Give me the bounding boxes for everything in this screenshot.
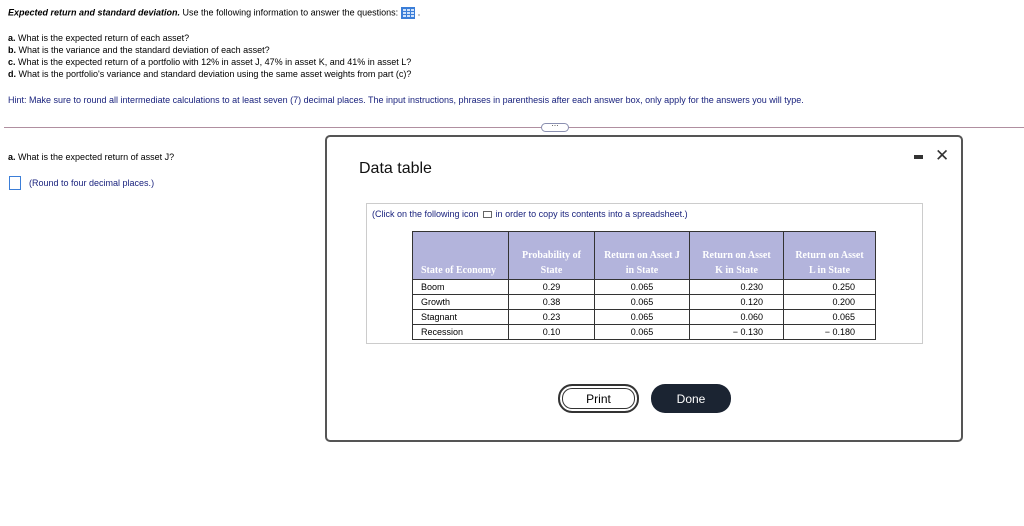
question-d: d. What is the portfolio's variance and standard deviation using the same asset weights from part (c)? bbox=[8, 69, 412, 79]
print-button[interactable]: Print bbox=[558, 384, 639, 413]
header-return-k: Return on Asset K in State bbox=[690, 232, 784, 280]
title-period: . bbox=[417, 7, 421, 18]
title-text: Use the following information to answer the questions: bbox=[180, 7, 399, 18]
header-return-l: Return on Asset L in State bbox=[784, 232, 876, 280]
modal-title: Data table bbox=[359, 160, 432, 177]
question-a: a. What is the expected return of each asset? bbox=[8, 33, 190, 43]
close-button[interactable]: ✕ bbox=[935, 146, 950, 165]
data-table-icon[interactable] bbox=[401, 7, 415, 19]
answer-input[interactable] bbox=[9, 176, 21, 190]
answer-question: a. What is the expected return of asset J? bbox=[8, 152, 175, 162]
table-row: Stagnant 0.23 0.065 0.060 0.065 bbox=[413, 310, 876, 325]
header-return-j: Return on Asset J in State bbox=[595, 232, 690, 280]
question-b: b. What is the variance and the standard deviation of each asset? bbox=[8, 45, 270, 55]
table-row: Boom 0.29 0.065 0.230 0.250 bbox=[413, 280, 876, 295]
data-table bbox=[412, 231, 876, 340]
done-button[interactable]: Done bbox=[651, 384, 731, 413]
divider bbox=[4, 127, 1024, 128]
answer-instruction: (Round to four decimal places.) bbox=[29, 178, 155, 188]
data-table-modal bbox=[325, 135, 963, 442]
copy-spreadsheet-icon[interactable] bbox=[483, 211, 492, 218]
question-c: c. What is the expected return of a portfolio with 12% in asset J, 47% in asset K, and 41% in asset L? bbox=[8, 57, 412, 67]
title-bold: Expected return and standard deviation. bbox=[8, 7, 181, 18]
expand-handle[interactable]: ⋯ bbox=[541, 123, 569, 132]
table-row: Recession 0.10 0.065 − 0.130 − 0.180 bbox=[413, 325, 876, 340]
minimize-button[interactable] bbox=[914, 155, 923, 159]
table-header-row bbox=[413, 232, 876, 280]
header-state: State of Economy bbox=[413, 232, 509, 280]
hint-text: Hint: Make sure to round all intermediate calculations to at least seven (7) decimal places. The input instructions, phrases in parenthesis after each answer box, only apply for the answers you will type. bbox=[8, 95, 804, 105]
header-probability: Probability of State bbox=[509, 232, 595, 280]
copy-instruction: (Click on the following icon in order to copy its contents into a spreadsheet.) bbox=[372, 209, 688, 219]
data-table-panel bbox=[366, 203, 923, 344]
problem-title bbox=[8, 7, 420, 19]
table-row: Growth 0.38 0.065 0.120 0.200 bbox=[413, 295, 876, 310]
